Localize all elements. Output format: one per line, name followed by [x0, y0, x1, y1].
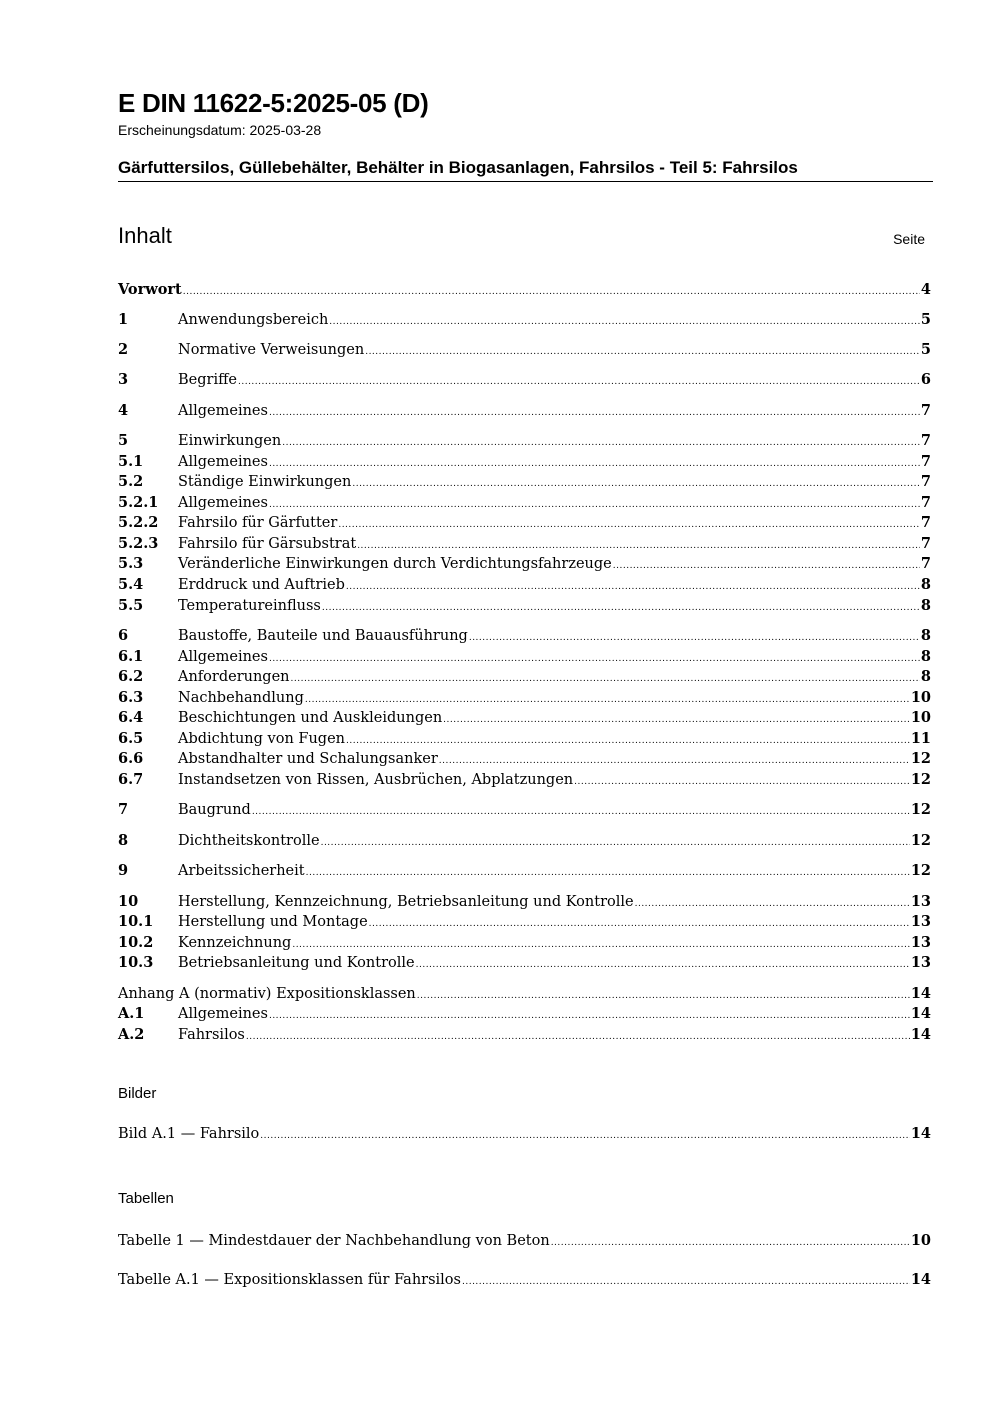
- toc-entry-title: Beschichtungen und Auskleidungen: [178, 710, 443, 726]
- toc-entry[interactable]: [118, 729, 931, 749]
- toc-entry-title: Abstandhalter und Schalungsanker: [178, 751, 438, 767]
- toc-entry-page: 13: [910, 954, 931, 971]
- publication-date: Erscheinungsdatum: 2025-03-28: [118, 122, 322, 138]
- toc-entry[interactable]: [118, 596, 931, 616]
- toc-leader: [346, 731, 910, 751]
- toc-entry-title: Vorwort: [118, 281, 182, 298]
- toc-entry-page: 10: [910, 709, 931, 726]
- toc-page-label: Seite: [893, 231, 925, 247]
- toc-entry-title: Anwendungsbereich: [178, 312, 329, 328]
- figure-entry-title: Bild A.1 — Fahrsilo: [118, 1126, 260, 1142]
- toc-entry-title: Betriebsanleitung und Kontrolle: [178, 955, 415, 971]
- toc-leader: [291, 669, 920, 689]
- table-entry-page: 10: [910, 1232, 931, 1249]
- toc-entry[interactable]: [118, 708, 931, 728]
- toc-entry-number: A.2: [118, 1026, 145, 1043]
- document-id: E DIN 11622-5:2025-05 (D): [118, 88, 429, 118]
- toc-entry[interactable]: [118, 431, 931, 451]
- toc-entry[interactable]: [118, 472, 931, 492]
- toc-entry-number: 9: [118, 862, 129, 879]
- toc-entry-title: Fahrsilo für Gärfutter: [178, 515, 338, 531]
- toc-entry-title: Fahrsilos: [178, 1027, 245, 1043]
- toc-entry-page: 12: [910, 801, 931, 818]
- toc-entry-page: 7: [920, 432, 931, 449]
- toc-entry-number: 5: [118, 432, 129, 449]
- toc-entry-number: 6.4: [118, 709, 144, 726]
- toc-entry-number: 6.6: [118, 750, 144, 767]
- toc-leader: [269, 403, 920, 423]
- toc-entry[interactable]: [118, 340, 931, 360]
- toc-entry-page: 8: [920, 597, 931, 614]
- toc-leader: [305, 690, 910, 710]
- toc-entry-number: 7: [118, 801, 129, 818]
- toc-entry-number: 6.7: [118, 771, 144, 788]
- toc-entry[interactable]: [118, 912, 931, 932]
- toc-entry-number: 1: [118, 311, 129, 328]
- toc-entry-number: 5.2.1: [118, 494, 159, 511]
- toc-entry-title: Allgemeines: [178, 454, 268, 470]
- toc-entry[interactable]: [118, 452, 931, 472]
- toc-entry-page: 12: [910, 832, 931, 849]
- table-entry-title: Tabelle A.1 — Expositionsklassen für Fahrsilos: [118, 1272, 461, 1288]
- toc-leader: [252, 802, 910, 822]
- toc-entry-page: 7: [920, 555, 931, 572]
- toc-heading: Inhalt: [118, 223, 172, 248]
- toc-entry-number: 5.2: [118, 473, 144, 490]
- toc-entry-page: 12: [910, 771, 931, 788]
- toc-leader: [183, 282, 920, 302]
- toc-leader: [551, 1233, 910, 1253]
- toc-entry[interactable]: [118, 1004, 931, 1024]
- toc-leader: [322, 598, 920, 618]
- toc-entry-annex-a[interactable]: [118, 984, 931, 1004]
- toc-entry-page: 7: [920, 473, 931, 490]
- toc-entry[interactable]: [118, 770, 931, 790]
- toc-leader: [282, 433, 920, 453]
- table-entry-title: Tabelle 1 — Mindestdauer der Nachbehandlung von Beton: [118, 1233, 550, 1249]
- toc-entry[interactable]: [118, 370, 931, 390]
- toc-entry-page: 8: [920, 648, 931, 665]
- toc-entry-page: 4: [920, 281, 931, 298]
- toc-entry-title: Herstellung, Kennzeichnung, Betriebsanleitung und Kontrolle: [178, 894, 634, 910]
- figure-entry-page: 14: [910, 1125, 931, 1142]
- toc-leader: [321, 833, 910, 853]
- toc-entry-number: 6.5: [118, 730, 144, 747]
- toc-entry-title: Normative Verweisungen: [178, 342, 365, 358]
- toc-entry-title: Veränderliche Einwirkungen durch Verdichtungsfahrzeuge: [178, 556, 612, 572]
- toc-entry-title: Allgemeines: [178, 403, 268, 419]
- toc-leader: [269, 649, 920, 669]
- toc-entry[interactable]: [118, 647, 931, 667]
- toc-leader: [469, 628, 920, 648]
- toc-entry-number: 8: [118, 832, 129, 849]
- toc-entry-title: Fahrsilo für Gärsubstrat: [178, 536, 357, 552]
- toc-entry[interactable]: [118, 800, 931, 820]
- toc-entry-page: 13: [910, 913, 931, 930]
- toc-entry-number: 10.3: [118, 954, 154, 971]
- toc-leader: [246, 1027, 910, 1047]
- toc-entry-page: 13: [910, 934, 931, 951]
- toc-entry[interactable]: [118, 575, 931, 595]
- toc-leader: [416, 955, 910, 975]
- toc-entry-page: 12: [910, 862, 931, 879]
- toc-leader: [439, 751, 910, 771]
- toc-entry-page: 13: [910, 893, 931, 910]
- toc-entry-title: Einwirkungen: [178, 433, 282, 449]
- toc-leader: [238, 372, 920, 392]
- toc-entry-page: 5: [920, 341, 931, 358]
- table-entry-page: 14: [910, 1271, 931, 1288]
- toc-leader: [346, 577, 920, 597]
- toc-entry-number: 5.5: [118, 597, 144, 614]
- toc-entry-number: 6.3: [118, 689, 144, 706]
- toc-entry-number: 6: [118, 627, 129, 644]
- toc-entry-page: 6: [920, 371, 931, 388]
- toc-entry[interactable]: [118, 892, 931, 912]
- toc-leader: [365, 342, 920, 362]
- toc-entry-page: 7: [920, 494, 931, 511]
- table-entry[interactable]: [118, 1270, 931, 1290]
- toc-entry-number: A.1: [118, 1005, 145, 1022]
- toc-entry-vorwort[interactable]: [118, 280, 931, 300]
- toc-entry-title: Anhang A (normativ) Expositionsklassen: [118, 986, 416, 1002]
- toc-leader: [306, 863, 910, 883]
- toc-entry-title: Dichtheitskontrolle: [178, 833, 320, 849]
- toc-leader: [369, 914, 910, 934]
- toc-entry-title: Instandsetzen von Rissen, Ausbrüchen, Abplatzungen: [178, 772, 574, 788]
- toc-leader: [269, 1006, 910, 1026]
- toc-entry-number: 5.3: [118, 555, 144, 572]
- toc-entry-page: 8: [920, 668, 931, 685]
- toc-entry-title: Nachbehandlung: [178, 690, 304, 706]
- toc-entry-number: 2: [118, 341, 129, 358]
- toc-leader: [357, 536, 920, 556]
- toc-entry-page: 5: [920, 311, 931, 328]
- toc-entry-number: 6.1: [118, 648, 144, 665]
- toc-entry-title: Herstellung und Montage: [178, 914, 368, 930]
- toc-entry[interactable]: [118, 493, 931, 513]
- toc-entry-number: 5.2.3: [118, 535, 159, 552]
- toc-leader: [443, 710, 910, 730]
- toc-leader: [352, 474, 920, 494]
- toc-entry-number: 5.2.2: [118, 514, 159, 531]
- toc-entry[interactable]: [118, 953, 931, 973]
- toc-entry-number: 6.2: [118, 668, 144, 685]
- toc-entry[interactable]: [118, 554, 931, 574]
- toc-entry[interactable]: [118, 1025, 931, 1045]
- tables-heading: Tabellen: [118, 1190, 174, 1207]
- toc-entry[interactable]: [118, 831, 931, 851]
- toc-entry-page: 7: [920, 514, 931, 531]
- figure-entry[interactable]: [118, 1124, 931, 1144]
- toc-entry-number: 5.1: [118, 453, 144, 470]
- toc-entry-title: Baugrund: [178, 802, 251, 818]
- toc-entry-number: 10: [118, 893, 139, 910]
- toc-leader: [574, 772, 910, 792]
- toc-entry-title: Allgemeines: [178, 1006, 268, 1022]
- toc-leader: [417, 986, 910, 1006]
- toc-leader: [260, 1126, 910, 1146]
- toc-entry-title: Erddruck und Auftrieb: [178, 577, 345, 593]
- toc-leader: [269, 495, 920, 515]
- toc-entry-page: 8: [920, 576, 931, 593]
- toc-entry-title: Baustoffe, Bauteile und Bauausführung: [178, 628, 468, 644]
- toc-entry-title: Allgemeines: [178, 649, 268, 665]
- toc-leader: [329, 312, 920, 332]
- toc-entry[interactable]: [118, 310, 931, 330]
- toc-leader: [635, 894, 910, 914]
- toc-entry-title: Abdichtung von Fugen: [178, 731, 345, 747]
- toc-entry-page: 14: [910, 1026, 931, 1043]
- toc-leader: [292, 935, 909, 955]
- toc-entry-page: 14: [910, 985, 931, 1002]
- toc-entry[interactable]: [118, 667, 931, 687]
- toc-leader: [462, 1272, 910, 1292]
- toc-entry-title: Kennzeichnung: [178, 935, 292, 951]
- table-entry[interactable]: [118, 1231, 931, 1251]
- toc-entry-title: Begriffe: [178, 372, 237, 388]
- toc-entry-page: 7: [920, 535, 931, 552]
- document-title: Gärfuttersilos, Güllebehälter, Behälter in Biogasanlagen, Fahrsilos - Teil 5: Fahrsilos: [118, 158, 933, 182]
- toc-entry[interactable]: [118, 749, 931, 769]
- toc-entry-page: 10: [910, 689, 931, 706]
- toc-entry-page: 8: [920, 627, 931, 644]
- toc-leader: [613, 556, 920, 576]
- toc-entry[interactable]: [118, 861, 931, 881]
- toc-entry-title: Allgemeines: [178, 495, 268, 511]
- toc-entry-number: 10.2: [118, 934, 154, 951]
- toc-entry-number: 10.1: [118, 913, 154, 930]
- toc-entry[interactable]: [118, 513, 931, 533]
- toc-entry[interactable]: [118, 933, 931, 953]
- toc-entry-page: 7: [920, 453, 931, 470]
- toc-entry-title: Ständige Einwirkungen: [178, 474, 352, 490]
- toc-leader: [338, 515, 920, 535]
- toc-entry[interactable]: [118, 534, 931, 554]
- toc-entry-title: Arbeitssicherheit: [178, 863, 305, 879]
- toc-entry-number: 4: [118, 402, 129, 419]
- toc-entry-page: 12: [910, 750, 931, 767]
- toc-entry-number: 3: [118, 371, 129, 388]
- figures-heading: Bilder: [118, 1085, 157, 1102]
- toc-entry-page: 14: [910, 1005, 931, 1022]
- toc-entry[interactable]: [118, 688, 931, 708]
- toc-entry[interactable]: [118, 401, 931, 421]
- toc-leader: [269, 454, 920, 474]
- toc-entry-page: 7: [920, 402, 931, 419]
- toc-entry-title: Anforderungen: [178, 669, 290, 685]
- toc-entry-page: 11: [910, 730, 931, 747]
- toc-entry-number: 5.4: [118, 576, 144, 593]
- toc-entry-title: Temperatureinfluss: [178, 598, 321, 614]
- toc-entry[interactable]: [118, 626, 931, 646]
